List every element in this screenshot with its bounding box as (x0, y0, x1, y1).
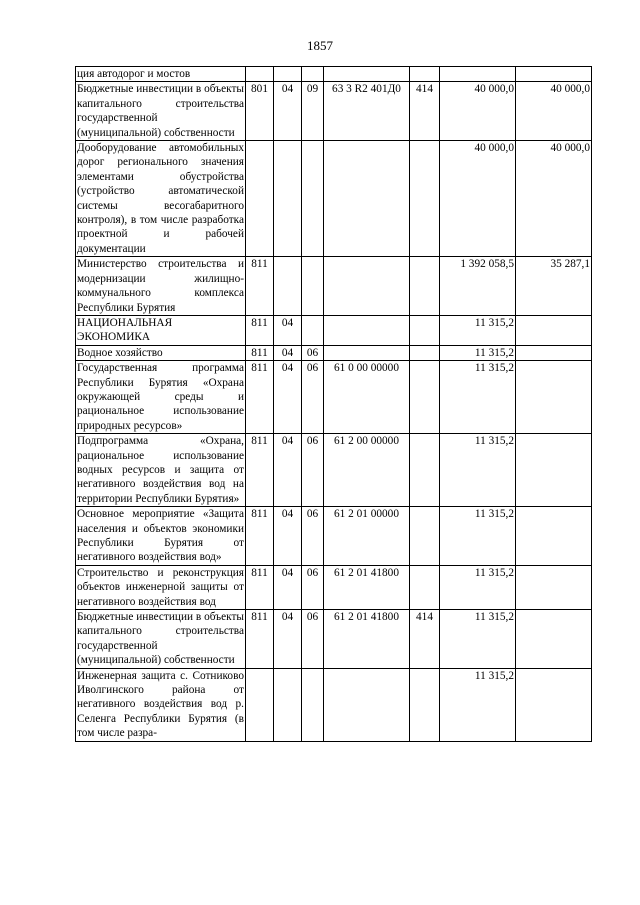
row-name-cell: Дооборудование автомобильных дорог регионального значения элементами обустройства (устройство автоматической системы весогабаритного контроля), в том числе разработка проектной и рабочей документации (77, 142, 244, 255)
expense-type-cell (410, 345, 440, 360)
expense-type-cell (410, 565, 440, 609)
amount-cell-2 (516, 434, 592, 507)
row-name-cell: НАЦИОНАЛЬНАЯ ЭКОНОМИКА (76, 315, 246, 345)
subsection-code-cell: 06 (302, 565, 324, 609)
expense-type-cell (410, 141, 440, 257)
section-code-cell (274, 257, 302, 316)
section-code-cell: 04 (274, 345, 302, 360)
target-article-cell: 61 2 00 00000 (324, 434, 410, 507)
ministry-code-cell: 811 (246, 565, 274, 609)
subsection-code-cell: 06 (302, 361, 324, 434)
table-row (76, 82, 592, 141)
ministry-code-cell (246, 668, 274, 741)
amount-cell-2 (516, 668, 592, 741)
expense-type-cell (410, 668, 440, 741)
amount-cell-2 (516, 565, 592, 609)
ministry-code-cell: 811 (246, 434, 274, 507)
target-article-cell (324, 315, 410, 345)
section-code-cell: 04 (274, 610, 302, 669)
section-code-cell (274, 668, 302, 741)
amount-cell-1: 11 315,2 (440, 434, 516, 507)
ministry-code-cell: 811 (246, 345, 274, 360)
expense-type-cell (410, 67, 440, 82)
amount-cell-1: 11 315,2 (440, 361, 516, 434)
page-number: 1857 (307, 38, 333, 53)
expense-type-cell (410, 507, 440, 566)
amount-cell-2 (516, 507, 592, 566)
amount-cell-2 (516, 315, 592, 345)
amount-cell-1: 11 315,2 (440, 345, 516, 360)
target-article-cell: 61 2 01 41800 (324, 565, 410, 609)
amount-cell-1: 40 000,0 (440, 141, 516, 257)
amount-cell-1: 11 315,2 (440, 507, 516, 566)
section-code-cell: 04 (274, 507, 302, 566)
subsection-code-cell: 09 (302, 82, 324, 141)
table-row (76, 610, 592, 669)
table-row (76, 507, 592, 566)
ministry-code-cell (246, 67, 274, 82)
section-code-cell (274, 141, 302, 257)
amount-cell-2 (516, 361, 592, 434)
row-name-cell: Строительство и реконструкция объектов инженерной защиты от негативного воздействия вод (77, 566, 244, 608)
table-row (76, 257, 592, 316)
table-row (76, 345, 592, 360)
subsection-code-cell (302, 257, 324, 316)
target-article-cell: 61 0 00 00000 (324, 361, 410, 434)
amount-cell-2: 40 000,0 (516, 82, 592, 141)
row-name-cell: Подпрограмма «Охрана, рациональное использование водных ресурсов и защита от негативного воздействия вод на территории Республики Бурятия» (77, 435, 244, 505)
expense-type-cell (410, 361, 440, 434)
ministry-code-cell: 811 (246, 315, 274, 345)
table-row (76, 67, 592, 82)
section-code-cell: 04 (274, 315, 302, 345)
ministry-code-cell: 811 (246, 507, 274, 566)
amount-cell-2 (516, 610, 592, 669)
row-name-cell: Государственная программа Республики Бурятия «Охрана окружающей среды и рациональное использование природных ресурсов» (77, 362, 244, 432)
amount-cell-2 (516, 67, 592, 82)
target-article-cell (324, 345, 410, 360)
expense-type-cell: 414 (410, 82, 440, 141)
target-article-cell: 61 2 01 41800 (324, 610, 410, 669)
table-body (76, 67, 592, 742)
ministry-code-cell (246, 141, 274, 257)
subsection-code-cell: 06 (302, 610, 324, 669)
section-code-cell: 04 (274, 565, 302, 609)
expense-type-cell: 414 (410, 610, 440, 669)
amount-cell-1: 1 392 058,5 (440, 257, 516, 316)
target-article-cell: 63 3 R2 401Д0 (324, 82, 410, 141)
row-name-cell: Бюджетные инвестиции в объекты капитального строительства государственной (муниципальной) собственности (77, 83, 244, 139)
target-article-cell (324, 668, 410, 741)
ministry-code-cell: 801 (246, 82, 274, 141)
ministry-code-cell: 811 (246, 610, 274, 669)
table-row (76, 668, 592, 741)
section-code-cell: 04 (274, 82, 302, 141)
subsection-code-cell: 06 (302, 345, 324, 360)
ministry-code-cell: 811 (246, 257, 274, 316)
row-name-cell: Основное мероприятие «Защита населения и объектов экономики Республики Бурятия от негативного воздействия вод» (77, 508, 244, 564)
section-code-cell: 04 (274, 361, 302, 434)
amount-cell-1: 40 000,0 (440, 82, 516, 141)
section-code-cell (274, 67, 302, 82)
target-article-cell (324, 257, 410, 316)
section-code-cell: 04 (274, 434, 302, 507)
subsection-code-cell (302, 315, 324, 345)
subsection-code-cell: 06 (302, 434, 324, 507)
target-article-cell (324, 141, 410, 257)
subsection-code-cell: 06 (302, 507, 324, 566)
table-row (76, 141, 592, 257)
ministry-code-cell: 811 (246, 361, 274, 434)
amount-cell-1: 11 315,2 (440, 668, 516, 741)
row-name-cell: Бюджетные инвестиции в объекты капитального строительства государственной (муниципальной) собственности (77, 611, 244, 667)
amount-cell-2: 40 000,0 (516, 141, 592, 257)
amount-cell-2 (516, 345, 592, 360)
subsection-code-cell (302, 67, 324, 82)
row-name-cell: Водное хозяйство (76, 345, 246, 360)
expense-type-cell (410, 257, 440, 316)
table-row (76, 434, 592, 507)
amount-cell-1: 11 315,2 (440, 315, 516, 345)
row-name-cell: ция автодорог и мостов (76, 67, 246, 82)
expense-type-cell (410, 434, 440, 507)
table-row (76, 565, 592, 609)
expense-type-cell (410, 315, 440, 345)
amount-cell-1: 11 315,2 (440, 610, 516, 669)
subsection-code-cell (302, 668, 324, 741)
target-article-cell: 61 2 01 00000 (324, 507, 410, 566)
row-name-cell: Инженерная защита с. Сотниково Иволгинского района от негативного воздействия вод р. Селенга Республики Бурятия (в том числе разра- (77, 669, 244, 740)
budget-table (75, 66, 592, 742)
row-name-cell: Министерство строительства и модернизации жилищно-коммунального комплекса Республики Бурятия (77, 258, 244, 314)
target-article-cell (324, 67, 410, 82)
amount-cell-2: 35 287,1 (516, 257, 592, 316)
subsection-code-cell (302, 141, 324, 257)
amount-cell-1 (440, 67, 516, 82)
table-row (76, 361, 592, 434)
amount-cell-1: 11 315,2 (440, 565, 516, 609)
table-row (76, 315, 592, 345)
